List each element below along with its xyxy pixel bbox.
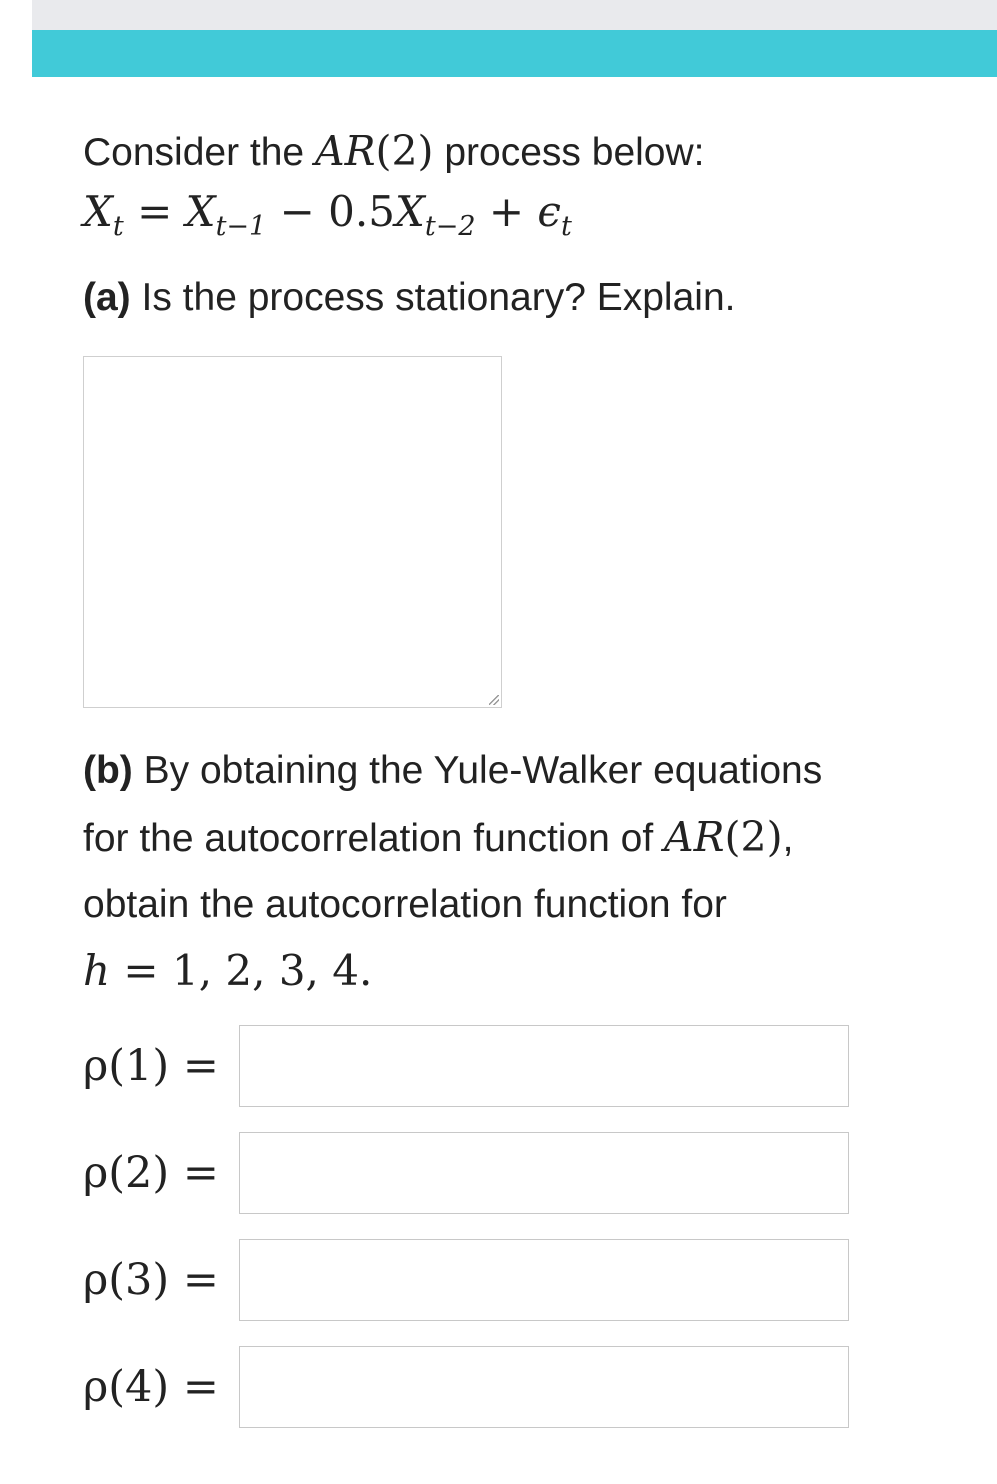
resize-handle-icon[interactable] (489, 695, 499, 705)
part-b-line-3: obtain the autocorrelation function for (83, 883, 727, 926)
top-bar (32, 0, 997, 30)
rho-3-input[interactable] (239, 1239, 849, 1321)
intro-text (83, 118, 963, 186)
accent-header-bar (32, 30, 997, 77)
part-a-answer-textarea[interactable] (83, 356, 502, 708)
intro-suffix: process below: (433, 131, 705, 174)
part-b-line-1: (b) By obtaining the Yule-Walker equations (83, 749, 823, 792)
rho-row-2 (83, 1131, 963, 1215)
rho-answer-rows (83, 1024, 963, 1429)
h-values: h = 1, 2, 3, 4. (83, 946, 373, 995)
part-b-label: (b) (83, 749, 133, 792)
part-a-question (83, 268, 963, 328)
rho-row-1 (83, 1024, 963, 1108)
intro-prefix: Consider the (83, 131, 315, 174)
rho-row-4 (83, 1345, 963, 1429)
rho-1-label: ρ(1) = (83, 1041, 219, 1091)
part-a-label: (a) (83, 276, 131, 319)
rho-4-input[interactable] (239, 1346, 849, 1428)
question-content (83, 118, 963, 1452)
part-a-text: Is the process stationary? Explain. (130, 276, 736, 319)
rho-4-label: ρ(4) = (83, 1362, 219, 1412)
rho-2-input[interactable] (239, 1132, 849, 1214)
rho-3-label: ρ(3) = (83, 1255, 219, 1305)
rho-1-input[interactable] (239, 1025, 849, 1107)
process-equation: $X_t = X_{t-1} - 0.5X_{t-2} + \epsilon_t$ (83, 187, 572, 242)
part-b-question (83, 738, 963, 1004)
rho-row-3 (83, 1238, 963, 1322)
rho-2-label: ρ(2) = (83, 1148, 219, 1198)
part-b-line-2: for the autocorrelation function of AR(2), (83, 813, 794, 861)
model-name: AR(2) (314, 127, 434, 175)
